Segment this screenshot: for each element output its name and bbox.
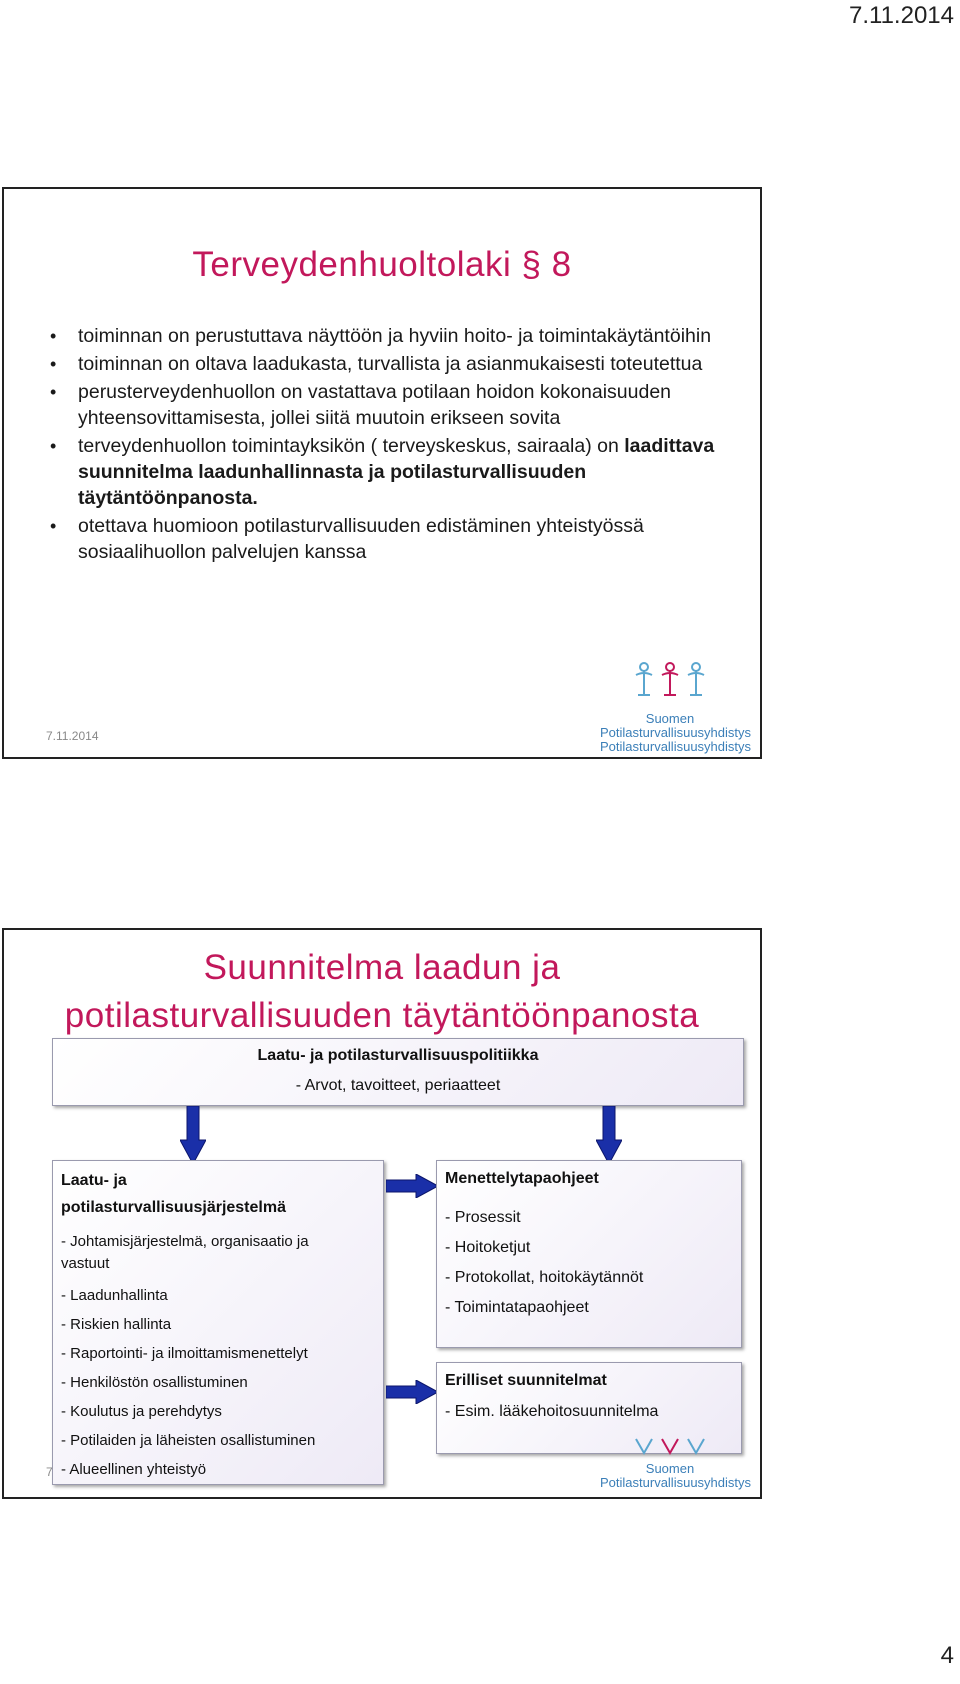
arrow-right-bottom-icon — [386, 1380, 438, 1404]
bullet-icon: • — [50, 326, 57, 346]
bullet-text: toiminnan on perustuttava näyttöön ja hyviin hoito- ja toimintakäytäntöihin — [78, 325, 712, 347]
slide-1 — [2, 187, 762, 759]
slide-1-date: 7.11.2014 — [46, 729, 99, 743]
arrow-down-left-icon — [180, 1106, 206, 1166]
system-box-title-line-2: potilasturvallisuusjärjestelmä — [61, 1199, 286, 1216]
association-logo — [600, 1435, 752, 1495]
bullet-item — [42, 379, 732, 431]
procedures-box-title: Menettelytapaohjeet — [445, 1170, 599, 1187]
slide-1-title: Terveydenhuoltolaki § 8 — [192, 245, 572, 284]
procedures-box-item: - Protokollat, hoitokäytännöt — [445, 1269, 644, 1286]
slide-2 — [2, 928, 762, 1499]
logo-line-1: Suomen — [645, 711, 695, 726]
arrow-right-top-icon — [386, 1174, 438, 1198]
system-box-item: - Raportointi- ja ilmoittamismenettelyt — [61, 1345, 308, 1362]
system-box-item: - Koulutus ja perehdytys — [61, 1403, 222, 1420]
policy-box-title: Laatu- ja potilasturvallisuuspolitiikka — [257, 1047, 539, 1064]
policy-box — [52, 1038, 744, 1106]
page-number: 4 — [940, 1642, 954, 1669]
logo-line-3: Potilasturvallisuusyhdistys — [600, 739, 752, 754]
procedures-box-item: - Prosessit — [445, 1209, 521, 1226]
system-box-title-line-1: Laatu- ja — [61, 1172, 127, 1189]
bullet-text-bold: laadittava suunnitelma laadunhallinnasta ja potilasturvallisuuden täytäntöönpanosta. — [78, 435, 715, 509]
slide-2-title-line-2: potilasturvallisuuden täytäntöönpanosta — [64, 996, 700, 1035]
bullet-item — [42, 351, 732, 377]
procedures-box-item: - Toimintatapaohjeet — [445, 1299, 589, 1316]
bullet-text: terveydenhuollon toimintayksikön ( terveyskeskus, sairaala) on — [78, 435, 625, 457]
bullet-item — [42, 433, 732, 511]
people-logo-icon — [600, 655, 740, 707]
procedures-box-item: - Hoitoketjut — [445, 1239, 531, 1256]
bullet-text: perusterveydenhuollon on vastattava potilaan hoidon kokonaisuuden yhteensovittamisesta, jollei siitä muutoin erikseen sovita — [78, 381, 672, 429]
system-box — [52, 1160, 384, 1485]
system-box-item: - Laadunhallinta — [61, 1287, 168, 1304]
system-box-item: - Henkilöstön osallistuminen — [61, 1374, 248, 1391]
system-box-item: - Potilaiden ja läheisten osallistuminen — [61, 1432, 316, 1449]
system-box-item: - Alueellinen yhteistyö — [61, 1461, 207, 1478]
logo-line-2: Potilasturvallisuusyhdistys — [600, 1475, 752, 1490]
bullet-item — [42, 323, 732, 349]
bullet-icon: • — [50, 382, 57, 402]
bullet-icon: • — [50, 354, 57, 374]
plans-box-title: Erilliset suunnitelmat — [445, 1372, 607, 1389]
bullet-icon: • — [50, 516, 57, 536]
slide-1-bullet-list — [42, 323, 732, 566]
bullet-item — [42, 513, 732, 565]
slide-2-title-line-1: Suunnitelma laadun ja — [203, 948, 561, 987]
logo-line-1: Suomen — [645, 1461, 695, 1476]
page-date: 7.11.2014 — [849, 2, 954, 29]
bullet-text: otettava huomioon potilasturvallisuuden edistäminen yhteistyössä sosiaalihuollon palvelujen kanssa — [78, 515, 644, 563]
logo-line-2: Potilasturvallisuusyhdistys — [600, 725, 752, 740]
slide-2-date: 7 — [46, 1465, 53, 1479]
policy-box-subtitle: - Arvot, tavoitteet, periaatteet — [295, 1077, 501, 1094]
bullet-icon: • — [50, 436, 57, 456]
plans-box-item: - Esim. lääkehoitosuunnitelma — [445, 1403, 659, 1420]
association-logo — [600, 655, 752, 755]
arrow-down-right-icon — [596, 1106, 622, 1166]
bullet-text: toiminnan on oltava laadukasta, turvallista ja asianmukaisesti toteutettua — [78, 353, 703, 375]
procedures-box — [436, 1160, 742, 1348]
slide-2-title — [4, 944, 760, 1040]
system-box-item: - Johtamisjärjestelmä, organisaatio ja vastuut — [61, 1233, 309, 1272]
system-box-item: - Riskien hallinta — [61, 1316, 172, 1333]
people-logo-icon — [600, 1435, 740, 1457]
